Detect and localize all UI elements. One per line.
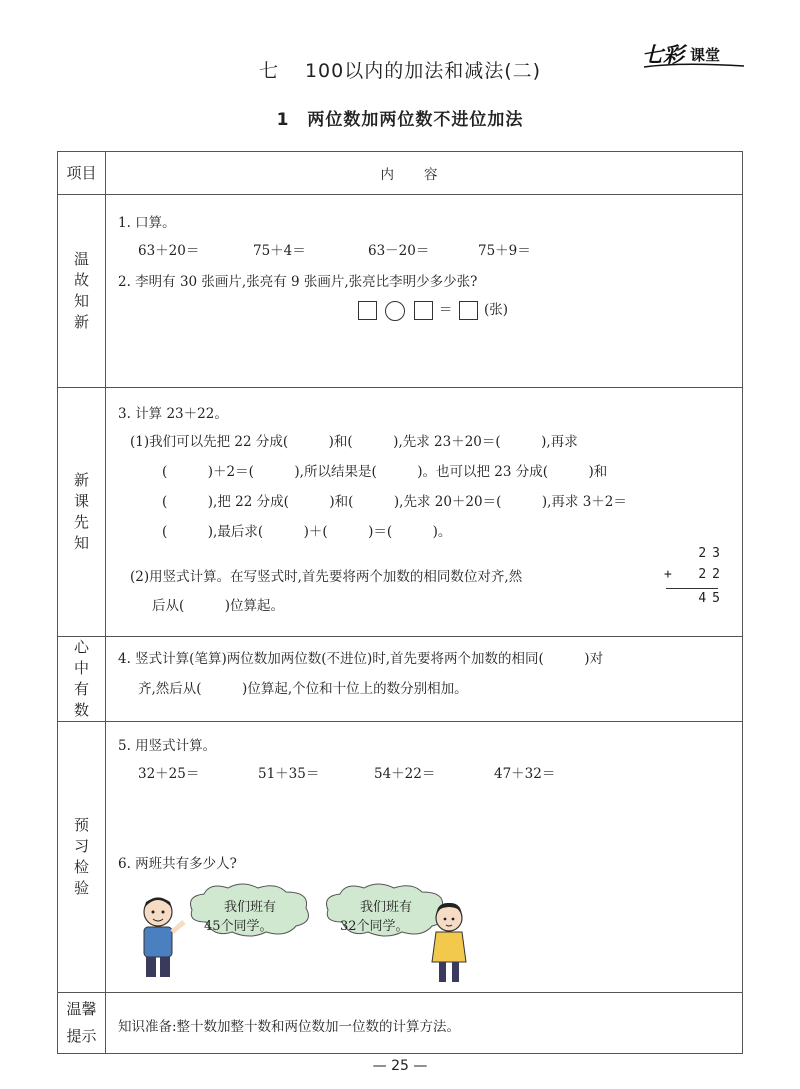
answer-box-1[interactable] bbox=[358, 301, 377, 320]
section-review bbox=[58, 195, 743, 388]
svg-text:课堂: 课堂 bbox=[690, 46, 721, 64]
q1-item-1: 63＋20＝ bbox=[138, 243, 200, 259]
equals-sign: ＝ bbox=[438, 302, 453, 318]
page-number: — 25 — bbox=[372, 1058, 428, 1074]
section-new bbox=[58, 388, 743, 637]
answer-box-2[interactable] bbox=[414, 301, 433, 320]
section-label-mind: 心中有数 bbox=[58, 637, 106, 722]
boy-student-icon bbox=[130, 892, 188, 982]
bubble2-line2: 32个同学。 bbox=[340, 919, 409, 934]
q3-part1-line1: (1)我们可以先把 22 分成( )和( ),先求 23＋20＝( ),再求 bbox=[130, 434, 578, 450]
chapter-title-text: 100以内的加法和减法(二) bbox=[304, 60, 542, 82]
q6-title: 6. 两班共有多少人? bbox=[118, 856, 237, 872]
q5-item-4: 47＋32＝ bbox=[494, 766, 556, 782]
col-header-content: 内容 bbox=[106, 152, 743, 195]
bubble2-line1: 我们班有 bbox=[360, 900, 413, 915]
section-content-preview bbox=[106, 722, 743, 993]
q4-line1: 4. 竖式计算(笔算)两位数加两位数(不进位)时,首先要将两个加数的相同( )对 bbox=[118, 651, 604, 667]
chapter-title bbox=[0, 56, 800, 83]
section-content-review bbox=[106, 195, 743, 388]
section-label-preview: 预习检验 bbox=[58, 722, 106, 993]
section-label-new: 新课先知 bbox=[58, 388, 106, 637]
q2-answer-frame bbox=[356, 298, 508, 321]
section-preview bbox=[58, 722, 743, 993]
operator-circle[interactable] bbox=[385, 301, 405, 321]
q3-part1-line4: ( ),最后求( )＋( )＝( )。 bbox=[162, 524, 452, 540]
q3-part1-line3: ( ),把 22 分成( )和( ),先求 20＋20＝( ),再求 3＋2＝ bbox=[162, 494, 627, 510]
section-mind bbox=[58, 637, 743, 722]
q5-item-2: 51＋35＝ bbox=[258, 766, 320, 782]
table-header-row bbox=[58, 152, 743, 195]
q1-item-2: 75＋4＝ bbox=[253, 243, 306, 259]
vertical-sum-line bbox=[666, 588, 718, 589]
q3-part2-line1: (2)用竖式计算。在写竖式时,首先要将两个加数的相同数位对齐,然 bbox=[130, 569, 523, 585]
plus-sign: + bbox=[664, 567, 678, 582]
q1-item-3: 63－20＝ bbox=[368, 243, 430, 259]
lesson-title-text: 两位数加两位数不进位加法 bbox=[307, 110, 524, 130]
bubble1-line1: 我们班有 bbox=[224, 900, 277, 915]
section-content-new bbox=[106, 388, 743, 637]
chapter-number: 七 bbox=[258, 60, 279, 82]
q5-item-1: 32＋25＝ bbox=[138, 766, 200, 782]
lesson-title bbox=[0, 105, 800, 130]
q3-part1-line2: ( )＋2＝( ),所以结果是( )。也可以把 23 分成( )和 bbox=[162, 464, 608, 480]
section-label-review: 温故知新 bbox=[58, 195, 106, 388]
q3-title: 3. 计算 23＋22。 bbox=[118, 406, 228, 422]
section-content-mind bbox=[106, 637, 743, 722]
lesson-number: 1 bbox=[276, 110, 290, 130]
q3-part2-line2: 后从( )位算起。 bbox=[152, 598, 285, 614]
q5-item-3: 54＋22＝ bbox=[374, 766, 436, 782]
vertical-result: 45 bbox=[698, 591, 726, 606]
bubble1-line2: 45个同学。 bbox=[204, 919, 273, 934]
girl-student-icon bbox=[428, 900, 470, 986]
vertical-addend-2-row bbox=[662, 567, 726, 588]
q5-title: 5. 用竖式计算。 bbox=[118, 738, 217, 754]
answer-box-3[interactable] bbox=[459, 301, 478, 320]
unit-label: (张) bbox=[483, 302, 509, 318]
col-header-item: 项目 bbox=[58, 152, 106, 195]
tip-text: 知识准备:整十数加整十数和两位数加一位数的计算方法。 bbox=[118, 1019, 461, 1035]
worksheet-table bbox=[57, 151, 743, 1054]
svg-text:七彩: 七彩 bbox=[642, 42, 684, 67]
q1-title: 1. 口算。 bbox=[118, 215, 176, 231]
q4-line2: 齐,然后从( )位算起,个位和十位上的数分别相加。 bbox=[138, 681, 468, 697]
vertical-addend-2: 22 bbox=[698, 567, 726, 582]
q2-text: 2. 李明有 30 张画片,张亮有 9 张画片,张亮比李明少多少张? bbox=[118, 274, 478, 290]
vertical-calculation bbox=[662, 546, 726, 612]
vertical-addend-1: 23 bbox=[698, 546, 726, 561]
section-label-tip: 温馨 提示 bbox=[58, 993, 106, 1054]
section-content-tip bbox=[106, 993, 743, 1054]
section-tip bbox=[58, 993, 743, 1054]
q1-item-4: 75＋9＝ bbox=[478, 243, 531, 259]
